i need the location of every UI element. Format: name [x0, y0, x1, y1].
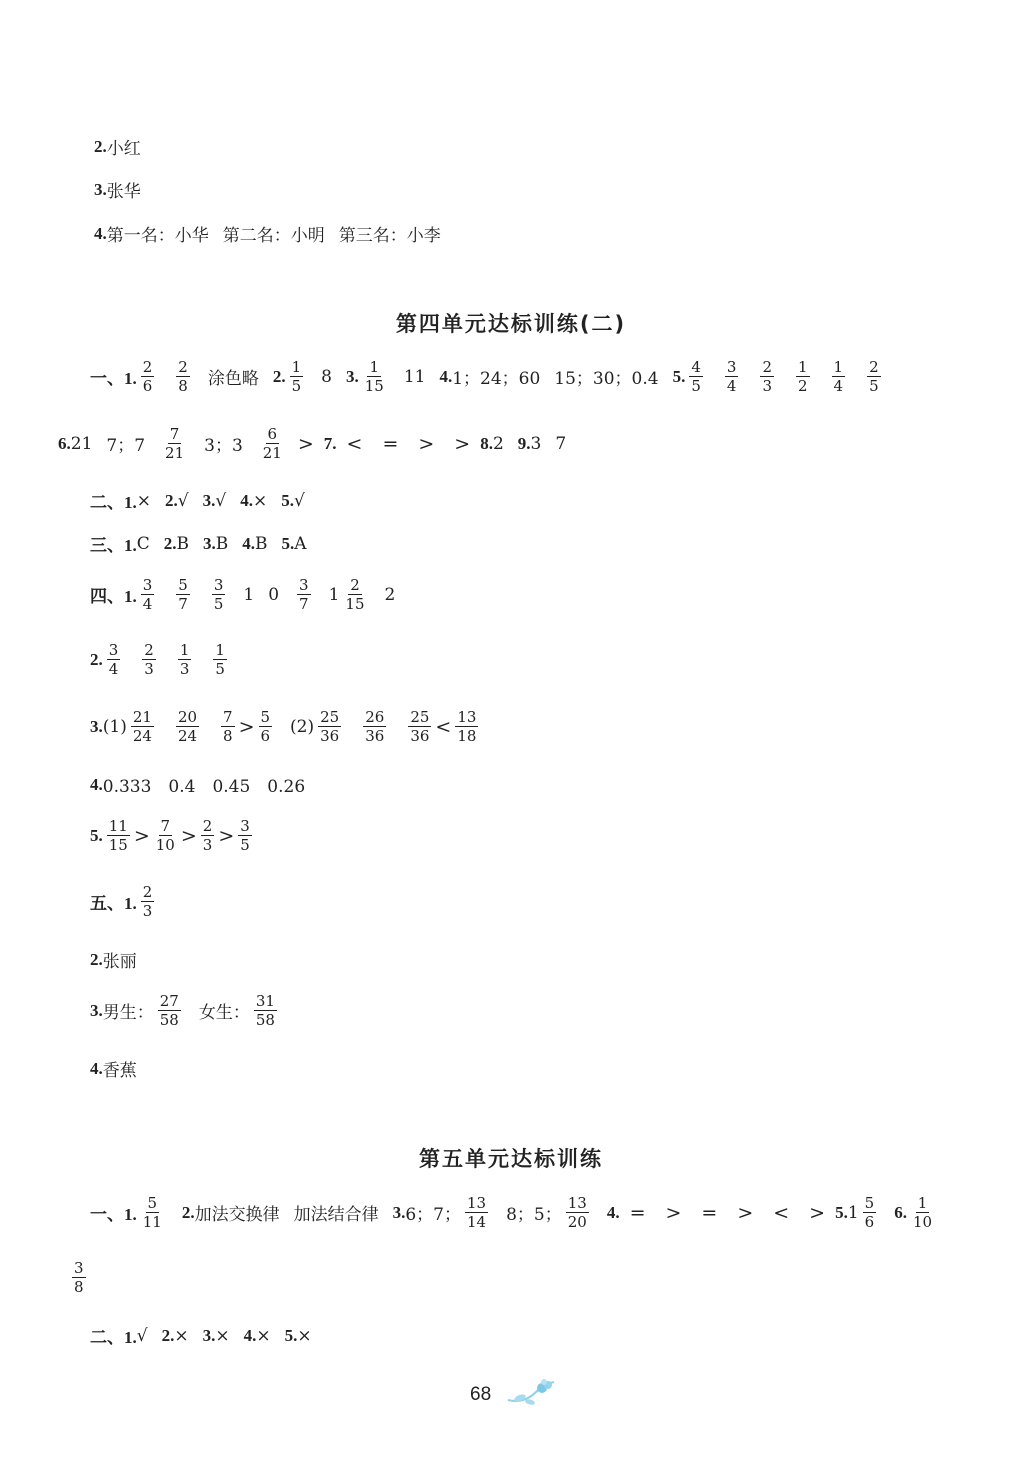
fraction: $\frac{7}{21}$ — [165, 425, 185, 462]
fraction: $\frac{1}{2}$ — [798, 358, 808, 395]
answer-line — [90, 531, 307, 556]
answer-text: 男生： — [102, 1003, 154, 1023]
fraction: $\frac{1}{5}$ — [291, 358, 302, 395]
answer-text: 加法交换律 — [194, 1205, 280, 1225]
answer-text: 21 — [70, 433, 93, 454]
answer-line — [90, 1194, 938, 1231]
item-number: 2. — [90, 649, 103, 669]
page-number: 68 — [470, 1384, 492, 1405]
answer-text: 1 — [847, 1202, 859, 1223]
answer-text: 7 — [555, 433, 567, 454]
item-number: 4. — [240, 490, 253, 510]
fraction: $\frac{5}{7}$ — [178, 576, 188, 613]
fraction: $\frac{26}{36}$ — [365, 708, 385, 745]
item-number: 3. — [202, 490, 216, 510]
answer-mark: √ — [215, 490, 227, 511]
answer-line — [90, 772, 305, 797]
section-title: 第五单元达标训练 — [419, 1147, 603, 1171]
item-number: 5. — [281, 533, 295, 553]
answer-text: 0.333 0.4 0.45 0.26 — [102, 777, 306, 797]
answer-choice: A — [294, 533, 307, 554]
fraction: $\frac{1}{5}$ — [215, 641, 225, 678]
comparison-sign: > — [180, 824, 197, 847]
item-number: 4. — [243, 1325, 257, 1345]
comparison-sign: > — [133, 824, 150, 847]
answer-line — [90, 708, 482, 745]
fraction: $\frac{25}{36}$ — [320, 708, 340, 745]
fraction: $\frac{1}{10}$ — [912, 1194, 933, 1231]
sub-label: (1) — [102, 716, 127, 737]
item-number: 6. — [58, 433, 71, 453]
answer-choice: B — [255, 533, 268, 554]
item-number: 3. — [90, 716, 103, 736]
answer-text: 加法结合律 — [293, 1205, 379, 1225]
answer-mark: × — [252, 490, 268, 511]
answer-text: 1 — [243, 584, 255, 605]
fraction: $\frac{21}{24}$ — [132, 708, 152, 745]
answer-text: 8 — [321, 366, 332, 387]
comparison-sign: = — [629, 1201, 646, 1224]
answer-text: 张丽 — [102, 952, 137, 972]
fraction: $\frac{3}{4}$ — [142, 576, 153, 613]
answer-line — [94, 221, 441, 246]
item-number: 2. — [90, 949, 103, 969]
fraction: $\frac{3}{4}$ — [726, 358, 737, 395]
answer-line — [90, 358, 885, 395]
item-number: 5. — [90, 825, 103, 845]
fraction: $\frac{25}{36}$ — [410, 708, 430, 745]
answer-text: 15；30；0.4 — [554, 369, 659, 389]
item-number: 5. — [835, 1202, 848, 1222]
answer-text: 女生： — [198, 1003, 250, 1023]
comparison-sign: > — [218, 824, 235, 847]
fraction: $\frac{1}{4}$ — [833, 358, 844, 395]
fraction: $\frac{4}{5}$ — [691, 358, 701, 395]
fraction: $\frac{2}{15}$ — [345, 576, 365, 613]
comparison-sign: > — [454, 432, 471, 455]
fraction: $\frac{27}{58}$ — [159, 992, 179, 1029]
answer-line — [58, 425, 566, 462]
answer-choice: C — [136, 533, 150, 554]
answer-text: 11 — [403, 366, 426, 387]
answer-line — [68, 1259, 90, 1296]
section-title: 第四单元达标训练(二) — [395, 312, 627, 336]
answer-text: 0 — [268, 584, 280, 605]
item-number: 5. — [672, 366, 686, 386]
answer-line — [90, 883, 158, 920]
answer-text: 涂色略 — [207, 369, 259, 389]
comparison-sign: > — [297, 432, 314, 455]
item-label: 二、1. — [90, 493, 137, 512]
comparison-sign: < — [435, 715, 452, 738]
item-number: 2. — [272, 366, 286, 386]
sub-label: (2) — [290, 716, 315, 737]
answer-text: 1 — [328, 584, 340, 605]
comparison-sign: > — [238, 715, 255, 738]
fraction: $\frac{2}{3}$ — [762, 358, 772, 395]
answer-line — [90, 488, 305, 513]
answer-line — [94, 134, 141, 159]
answer-text: 1；24；60 — [452, 369, 541, 389]
item-number: 2. — [161, 1325, 175, 1345]
comparison-sign: = — [701, 1201, 718, 1224]
answer-mark: × — [297, 1325, 312, 1346]
item-number: 6. — [894, 1202, 907, 1222]
item-number: 4. — [90, 1058, 103, 1078]
fraction: $\frac{3}{5}$ — [213, 576, 224, 613]
item-number: 3. — [345, 366, 359, 386]
flower-branch-icon — [506, 1378, 558, 1412]
comparison-sign: > — [665, 1201, 682, 1224]
answer-line — [90, 576, 395, 613]
answer-mark: √ — [293, 490, 305, 511]
item-number: 4. — [94, 223, 107, 243]
fraction: $\frac{6}{21}$ — [262, 425, 282, 462]
item-label: 三、1. — [90, 536, 137, 555]
answer-line — [94, 177, 141, 202]
item-number: 5. — [284, 1325, 298, 1345]
item-number: 9. — [517, 433, 531, 453]
answer-mark: × — [256, 1325, 271, 1346]
fraction: $\frac{1}{15}$ — [364, 358, 384, 395]
fraction: $\frac{2}{5}$ — [869, 358, 879, 395]
item-number: 2. — [165, 490, 178, 510]
answer-text: 小红 — [106, 139, 141, 159]
fraction: $\frac{3}{7}$ — [299, 576, 309, 613]
item-number: 3. — [203, 533, 216, 553]
fraction: $\frac{11}{15}$ — [108, 817, 128, 854]
item-number: 4. — [90, 774, 103, 794]
comparison-sign: > — [737, 1201, 754, 1224]
item-number: 5. — [281, 490, 294, 510]
answer-text: 第一名：小华 — [106, 226, 209, 246]
comparison-sign: < — [346, 432, 363, 455]
answer-mark: × — [174, 1325, 189, 1346]
fraction: $\frac{2}{3}$ — [142, 883, 153, 920]
item-label: 一、1. — [90, 1205, 137, 1224]
answer-text: 8；5； — [506, 1205, 562, 1225]
item-number: 7. — [323, 433, 337, 453]
item-number: 3. — [202, 1325, 216, 1345]
fraction: $\frac{2}{8}$ — [178, 358, 188, 395]
answer-mark: √ — [136, 1325, 148, 1346]
comparison-sign: > — [809, 1201, 826, 1224]
answer-text: 香蕉 — [102, 1061, 137, 1081]
answer-choice: B — [215, 533, 229, 554]
item-label: 一、1. — [90, 369, 137, 388]
fraction: $\frac{5}{6}$ — [260, 708, 271, 745]
item-number: 3. — [392, 1202, 406, 1222]
fraction: $\frac{2}{3}$ — [202, 817, 213, 854]
answer-line — [90, 1323, 312, 1348]
item-label: 四、1. — [90, 587, 137, 606]
item-label: 五、1. — [90, 894, 137, 913]
answer-mark: × — [215, 1325, 230, 1346]
item-number: 4. — [242, 533, 256, 553]
answer-line — [90, 641, 231, 678]
item-number: 4. — [606, 1202, 620, 1222]
fraction: $\frac{3}{8}$ — [74, 1259, 84, 1296]
item-label: 二、1. — [90, 1328, 137, 1347]
fraction: $\frac{5}{11}$ — [142, 1194, 162, 1231]
fraction: $\frac{7}{8}$ — [223, 708, 233, 745]
fraction: $\frac{7}{10}$ — [155, 817, 175, 854]
item-number: 2. — [163, 533, 177, 553]
fraction: $\frac{13}{18}$ — [457, 708, 477, 745]
fraction: $\frac{5}{6}$ — [864, 1194, 875, 1231]
item-number: 2. — [181, 1202, 195, 1222]
answer-text: 2 — [492, 433, 504, 454]
answer-text: 7；7 — [106, 436, 146, 456]
comparison-sign: < — [773, 1201, 790, 1224]
answer-text: 2 — [384, 584, 396, 605]
answer-text: 6；7； — [405, 1205, 461, 1225]
fraction: $\frac{13}{20}$ — [567, 1194, 587, 1231]
fraction: $\frac{3}{4}$ — [108, 641, 119, 678]
answer-mark: × — [136, 490, 151, 511]
answer-line — [90, 947, 137, 972]
item-number: 3. — [90, 1000, 103, 1020]
answer-line — [90, 1056, 137, 1081]
fraction: $\frac{31}{58}$ — [255, 992, 275, 1029]
fraction: $\frac{3}{5}$ — [240, 817, 250, 854]
comparison-sign: > — [418, 432, 435, 455]
answer-line — [90, 992, 281, 1029]
answer-line — [90, 817, 256, 854]
item-number: 8. — [480, 433, 493, 453]
item-number: 3. — [94, 179, 107, 199]
answer-mark: √ — [177, 490, 189, 511]
answer-text: 第二名：小明 — [222, 226, 325, 246]
fraction: $\frac{1}{3}$ — [179, 641, 190, 678]
fraction: $\frac{2}{6}$ — [142, 358, 153, 395]
answer-choice: B — [176, 533, 190, 554]
fraction: $\frac{20}{24}$ — [177, 708, 198, 745]
item-number: 4. — [439, 366, 453, 386]
fraction: $\frac{13}{14}$ — [466, 1194, 487, 1231]
answer-text: 张华 — [106, 182, 141, 202]
answer-text: 3 — [530, 433, 542, 454]
comparison-sign: = — [382, 432, 399, 455]
fraction: $\frac{2}{3}$ — [144, 641, 154, 678]
item-number: 2. — [94, 136, 107, 156]
answer-text: 3；3 — [204, 436, 243, 456]
answer-text: 第三名：小李 — [338, 226, 441, 246]
